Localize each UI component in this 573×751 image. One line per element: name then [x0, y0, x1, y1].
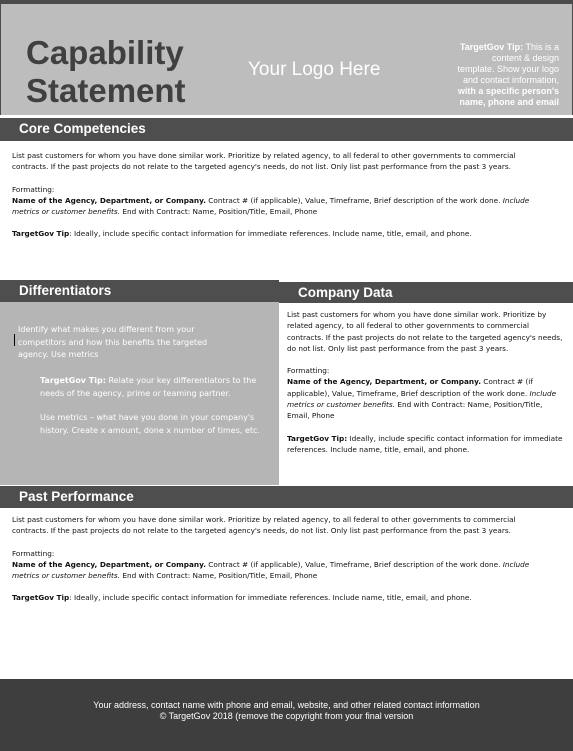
header-tip	[441, 42, 559, 108]
past-performance-title: Past Performance	[19, 489, 134, 504]
core-competencies-heading	[0, 118, 573, 141]
past-paragraph	[12, 514, 568, 537]
title-line-2: Statement	[26, 72, 186, 109]
core-format-rest1: Contract # (if applicable), Value, Timeframe, Brief description of the work done.	[205, 195, 503, 205]
header-tip-line6: name, phone and email	[459, 97, 559, 107]
past-format-rest1: Contract # (if applicable), Value, Timeframe, Brief description of the work done.	[205, 559, 503, 569]
core-competencies-body	[12, 150, 568, 251]
core-p1-line2: contracts. If the past projects do not relate to the targeted agency's needs, do not list. Only list past performance from the past 3 years.	[12, 162, 512, 172]
differentiators-details	[40, 375, 262, 449]
past-p1-line1: List past customers for whom you have done similar work. Prioritize by related agency, to all federal to other governments to commercial	[12, 515, 516, 524]
core-format-italic1: Include	[502, 195, 530, 205]
core-competencies-title: Core Competencies	[19, 121, 146, 136]
core-p1-line1: List past customers for whom you have done similar work. Prioritize by related agency, to all federal to other governments to commercial	[12, 151, 516, 160]
past-tip-label: TargetGov Tip	[12, 593, 70, 603]
differentiators-metrics: Use metrics – what have you done in your company's history. Create x amount, done x number of times, etc.	[40, 413, 260, 435]
header-tip-line5: with a specific person's	[457, 86, 559, 96]
differentiators-tip	[40, 375, 262, 400]
past-tip	[12, 592, 568, 603]
company-tip-text: Ideally, include specific contact information for immediate references. Include name, title, email, and phone.	[287, 433, 563, 454]
company-tip-label: TargetGov Tip:	[287, 433, 348, 443]
differentiators-tip-label: TargetGov Tip:	[40, 376, 106, 385]
header-tip-line2: content & design	[491, 53, 559, 63]
core-format-italic2: metrics or customer benefits.	[12, 207, 121, 217]
header-tip-label: TargetGov Tip:	[459, 42, 524, 52]
past-formatting-label: Formatting:	[12, 548, 55, 558]
past-performance-body	[12, 514, 568, 615]
core-tip	[12, 228, 568, 239]
company-paragraph: List past customers for whom you have done similar work. Prioritize by related agency, to all federal to other governments to commercial contracts. If the past projects do not relate to the targeted agency's needs, do not list. Only list past performance from the past 3 years.	[287, 310, 563, 353]
company-data-title: Company Data	[298, 285, 393, 300]
differentiators-body	[18, 324, 240, 374]
footer-line-1: Your address, contact name with phone and email, website, and other related contact information	[93, 700, 480, 710]
core-format-rest2: End with Contract: Name, Position/Title, Email, Phone	[120, 207, 318, 217]
past-tip-text: : Ideally, include specific contact information for immediate references. Include name, title, email, and phone.	[69, 593, 472, 603]
page-title	[26, 34, 186, 110]
core-tip-label: TargetGov Tip	[12, 229, 70, 239]
core-formatting	[12, 184, 568, 218]
company-format-bold: Name of the Agency, Department, or Company.	[287, 377, 481, 387]
core-paragraph	[12, 150, 568, 173]
company-formatting	[287, 365, 563, 421]
past-format-italic2: metrics or customer benefits.	[12, 571, 121, 581]
company-data-body	[287, 309, 563, 466]
header-banner	[0, 0, 573, 115]
past-format-rest2: End with Contract: Name, Position/Title, Email, Phone	[120, 571, 318, 581]
core-format-bold: Name of the Agency, Department, or Company.	[12, 195, 206, 205]
differentiators-paragraph: Identify what makes you different from your competitors and how this benefits the targeted agency. Use metrics	[18, 325, 208, 359]
title-line-1: Capability	[26, 34, 184, 71]
company-format-italic: Include metrics or customer benefits.	[287, 388, 557, 410]
footer-contact	[0, 679, 573, 722]
past-formatting	[12, 548, 568, 582]
past-p1-line2: contracts. If the past projects do not relate to the targeted agency's needs, do not list. Only list past performance from the past 3 years.	[12, 526, 512, 536]
logo-placeholder: Your Logo Here	[248, 59, 381, 80]
company-tip	[287, 433, 563, 456]
company-data-heading	[279, 282, 573, 303]
core-formatting-label: Formatting:	[12, 184, 55, 194]
footer-line-2: © TargetGov 2018 (remove the copyright from your final version	[159, 711, 414, 721]
differentiators-title: Differentiators	[19, 283, 112, 298]
company-format-rest2: End with Contract: Name, Position/Title, Email, Phone	[287, 400, 543, 421]
header-tip-line3: template. Show your logo	[457, 64, 559, 74]
differentiators-heading	[0, 280, 279, 302]
footer	[0, 679, 573, 751]
core-tip-text: : Ideally, include specific contact information for immediate references. Include name, title, email, and phone.	[69, 229, 472, 239]
differentiators-tip-text: Relate your key differentiators to the needs of the agency, prime or teaming partner.	[40, 376, 257, 398]
header-tip-line1: This is a	[523, 42, 559, 52]
past-format-bold: Name of the Agency, Department, or Company.	[12, 559, 206, 569]
header-tip-line4: and contact information,	[462, 75, 559, 85]
company-formatting-label: Formatting:	[287, 366, 330, 376]
past-format-italic1: Include	[502, 559, 530, 569]
company-format-rest1: Contract # (if applicable), Value, Timeframe, Brief description of the work done.	[287, 377, 533, 398]
text-cursor	[14, 334, 15, 346]
past-performance-heading	[0, 486, 573, 508]
